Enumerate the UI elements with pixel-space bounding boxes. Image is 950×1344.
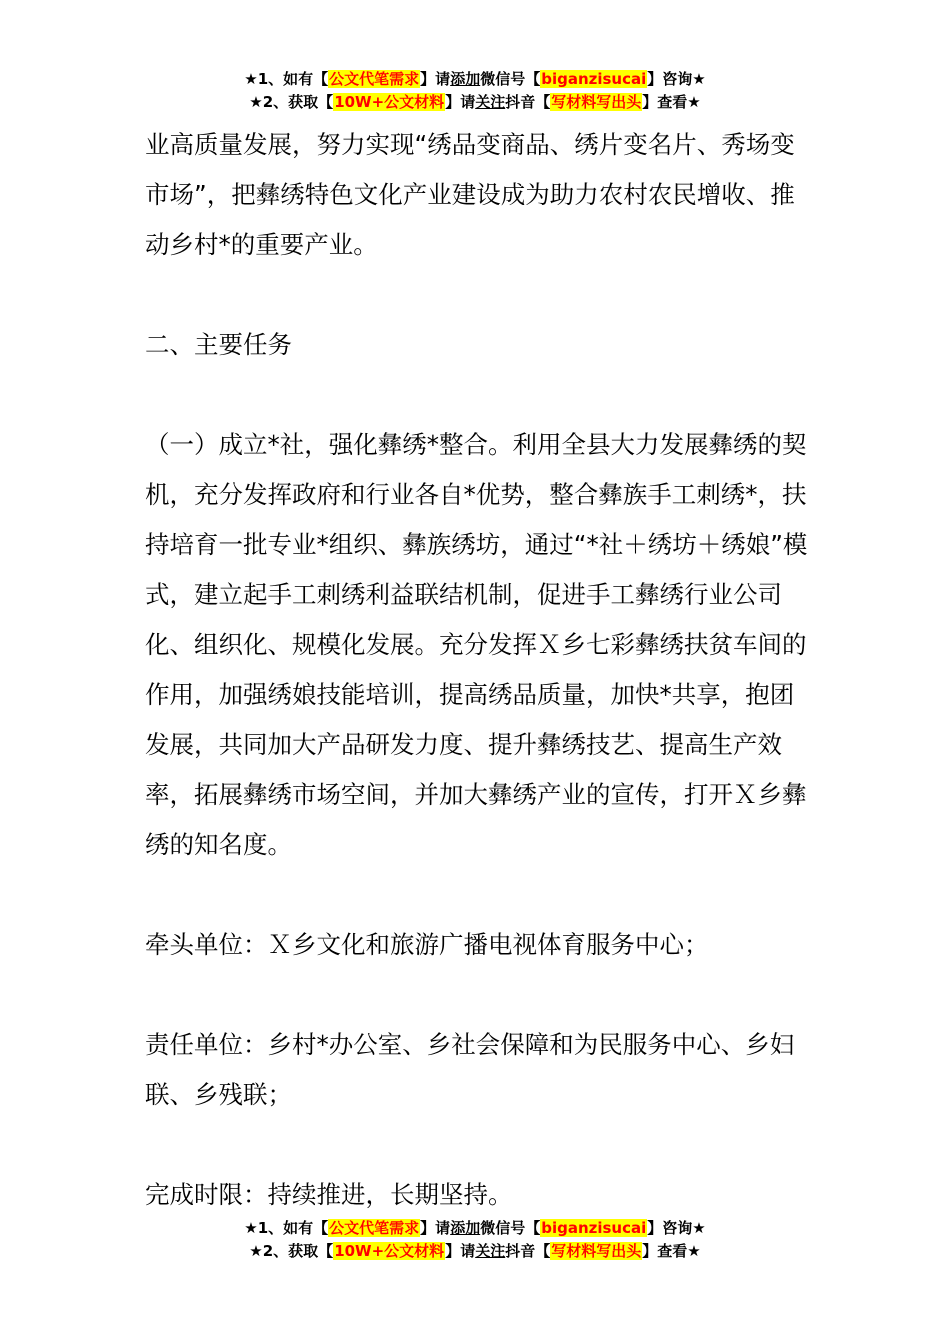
banner-highlight: biganzisucai (541, 70, 647, 88)
banner-text: 抖音【 (505, 1242, 551, 1260)
banner-text: 】请 (420, 1219, 451, 1237)
responsible-unit: 责任单位：乡村*办公室、乡社会保障和为民服务中心、乡妇联、乡残联； (145, 1030, 795, 1109)
banner-text: ★2、获取【 (249, 1242, 334, 1260)
banner-text: 】请 (420, 70, 451, 88)
header-banner (0, 68, 950, 114)
banner-underlined: 添加 (450, 70, 481, 88)
banner-text: 】咨询★ (647, 1219, 706, 1237)
banner-highlight: 公文代笔需求 (329, 70, 420, 88)
section-heading: 二、主要任务 (145, 330, 292, 359)
banner-text: ★2、获取【 (249, 93, 334, 111)
banner-text: 微信号【 (480, 70, 541, 88)
paragraph-task-1: （一）成立*社，强化彝绣*整合。利用全县大力发展彝绣的契机，充分发挥政府和行业各自*优势，整合彝族手工刺绣*，扶持培育一批专业*组织、彝族绣坊，通过“*社＋绣坊＋绣娘”模式，建立起手工刺绣利益联结机制，促进手工彝绣行业公司化、组织化、规模化发展。充分发挥Ｘ乡七彩彝绣扶贫车间的作用，加强绣娘技能培训，提高绣品质量，加快*共享，抱团发展，共同加大产品研发力度、提升彝绣技艺、提高生产效率，拓展彝绣市场空间，并加大彝绣产业的宣传，打开Ｘ乡彝绣的知名度。 (145, 430, 808, 859)
banner-highlight: biganzisucai (541, 1219, 647, 1237)
deadline: 完成时限：持续推进，长期坚持。 (145, 1180, 513, 1209)
banner-text: 】查看★ (642, 93, 701, 111)
document-body (145, 120, 810, 1220)
banner-underlined: 添加 (450, 1219, 481, 1237)
banner-text: 】咨询★ (647, 70, 706, 88)
paragraph-continuation: 业高质量发展，努力实现“绣品变商品、绣片变名片、秀场变市场”，把彝绣特色文化产业建设成为助力农村农民增收、推动乡村*的重要产业。 (145, 130, 795, 259)
banner-highlight: 写材料写出头 (551, 1242, 642, 1260)
banner-text: 微信号【 (480, 1219, 541, 1237)
banner-underlined: 关注 (475, 1242, 506, 1260)
banner-highlight: 10W+公文材料 (334, 93, 445, 111)
banner-text: 】查看★ (642, 1242, 701, 1260)
banner-highlight: 10W+公文材料 (334, 1242, 445, 1260)
banner-line-2 (0, 91, 950, 114)
banner-text: ★1、如有【 (244, 70, 329, 88)
banner-text: 】请 (445, 1242, 476, 1260)
banner-line-2 (0, 1240, 950, 1263)
banner-underlined: 关注 (475, 93, 506, 111)
banner-line-1 (0, 1217, 950, 1240)
banner-line-1 (0, 68, 950, 91)
banner-text: ★1、如有【 (244, 1219, 329, 1237)
lead-unit: 牵头单位：Ｘ乡文化和旅游广播电视体育服务中心； (145, 930, 709, 959)
banner-highlight: 写材料写出头 (551, 93, 642, 111)
banner-text: 抖音【 (505, 93, 551, 111)
banner-text: 】请 (445, 93, 476, 111)
banner-highlight: 公文代笔需求 (329, 1219, 420, 1237)
footer-banner (0, 1217, 950, 1263)
